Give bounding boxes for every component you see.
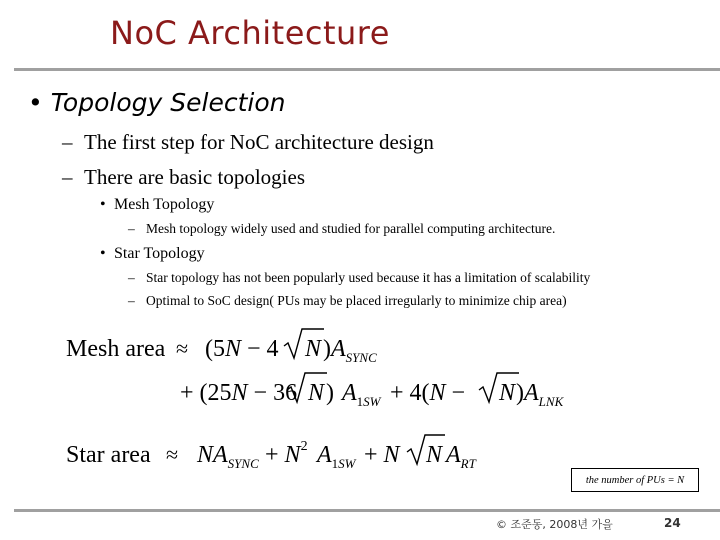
bullet-text: Star Topology [114,245,205,262]
description-text: Optimal to SoC design( PUs may be placed irregularly to minimize chip area) [146,293,567,308]
star-area-label: Star area [66,442,151,468]
mesh-term-3: + 4(N − [390,380,466,406]
star-a-1sw: $A_1SW$ [317,442,356,471]
approx-symbol: ≈ [176,336,189,361]
description-text: Mesh topology widely used and studied for parallel computing architecture. [146,221,556,236]
footer-copyright: © 조준동, 2008년 가을 [496,518,613,531]
mesh-a-1sw: $A_1SW$ [342,380,381,409]
mesh-area-label: Mesh area [66,336,166,362]
pu-count-note: the number of PUs = N [571,468,699,492]
approx-symbol: ≈ [166,442,179,467]
mesh-term-1: (5N − 4 [205,336,279,362]
star-term-1: $NA_{SYNC}$ [197,442,259,471]
bullet-text: Mesh Topology [114,196,215,213]
star-term-3: + N [364,442,400,468]
footer-divider [14,509,720,512]
bullet-dot-icon: • [28,88,43,117]
sub-bullet-text: The first step for NoC architecture design [84,130,434,154]
dash-icon: – [62,130,73,154]
star-term-3-n: N [426,442,443,468]
bullet-dot-icon: • [100,245,106,262]
dash-icon: – [128,293,135,308]
mesh-term-2-n: N [308,380,325,406]
page-number: 24 [664,516,681,530]
slide-title: NoC Architecture [110,14,390,52]
bullet-text: Topology Selection [50,88,286,117]
dash-icon: – [128,221,135,236]
mesh-term-3-n: N [499,380,516,406]
dash-icon: – [128,270,135,285]
mesh-a-lnk: $A_{LNK}$ [524,380,564,409]
star-term-2: + $N^2$ [265,439,308,468]
dash-icon: – [62,165,73,189]
mesh-term-1-n: N [305,336,322,362]
mesh-term-3-close: ) [516,380,524,406]
sub-bullet-text: There are basic topologies [84,165,305,189]
description-text: Star topology has not been popularly used because it has a limitation of scalability [146,270,591,285]
star-a-rt: $A_{RT}$ [446,442,476,471]
mesh-term-2-close: ) [326,380,334,406]
mesh-term-2: + (25N − 36 [180,380,298,406]
mesh-term-1-close: ) [323,336,331,362]
mesh-a-sync: $A_{SYNC}$ [331,336,377,365]
bullet-dot-icon: • [100,196,106,213]
